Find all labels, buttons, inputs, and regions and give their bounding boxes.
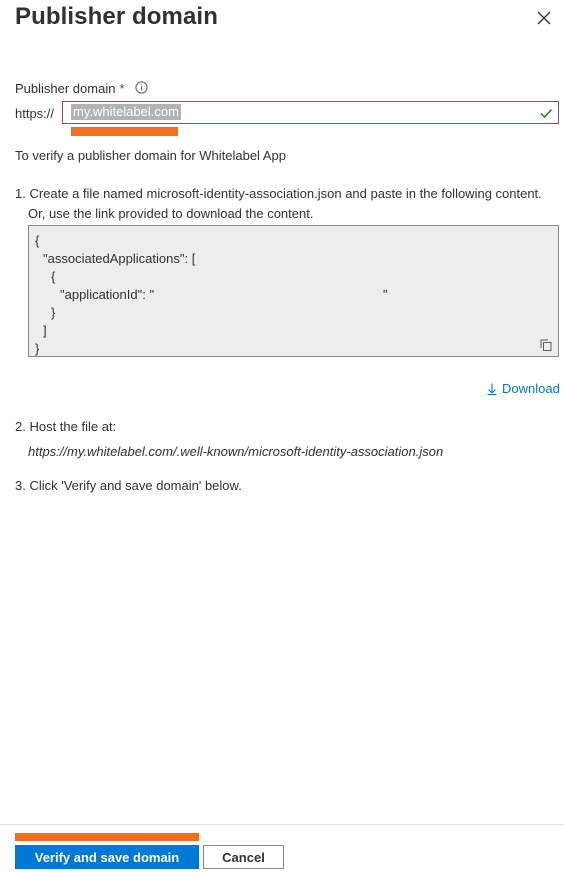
code-line: { (51, 269, 56, 284)
step-2: 2. Host the file at: (15, 419, 117, 434)
code-line: } (51, 305, 56, 320)
intro-text: To verify a publisher domain for Whitelabel App (15, 148, 286, 163)
code-line: "applicationId": " (60, 287, 155, 302)
url-prefix: https:// (15, 106, 55, 121)
copy-icon[interactable] (540, 339, 552, 351)
check-icon (539, 106, 553, 120)
verify-and-save-button[interactable]: Verify and save domain (15, 845, 199, 869)
code-line: ] (43, 323, 47, 338)
publisher-domain-label (15, 81, 125, 96)
redaction-bar (15, 833, 199, 841)
json-code-block (28, 225, 559, 357)
code-line: "associatedApplications": [ (43, 251, 196, 266)
download-label: Download (502, 381, 560, 396)
close-icon (537, 11, 551, 25)
step-1-line-1: 1. Create a file named microsoft-identity-association.json and paste in the following content. (15, 186, 542, 201)
code-line: " (383, 287, 388, 302)
label-text: Publisher domain (15, 81, 116, 96)
close-button[interactable] (530, 4, 558, 32)
code-line: } (35, 341, 40, 356)
cancel-button[interactable]: Cancel (203, 845, 284, 869)
step-1 (15, 184, 542, 224)
publisher-domain-input[interactable]: my.whitelabel.com (73, 104, 179, 119)
publisher-domain-field[interactable] (62, 101, 559, 124)
download-link[interactable] (487, 381, 560, 396)
step-3: 3. Click 'Verify and save domain' below. (15, 478, 242, 493)
host-url: https://my.whitelabel.com/.well-known/microsoft-identity-association.json (28, 444, 444, 459)
code-line: { (35, 233, 40, 248)
redaction-bar (71, 127, 178, 136)
info-icon[interactable] (135, 81, 148, 94)
download-arrow-icon (487, 383, 497, 395)
step-1-line-2: Or, use the link provided to download the content. (28, 206, 314, 221)
required-marker: * (119, 81, 125, 96)
footer-divider (0, 824, 564, 825)
panel-title: Publisher domain (15, 3, 218, 30)
